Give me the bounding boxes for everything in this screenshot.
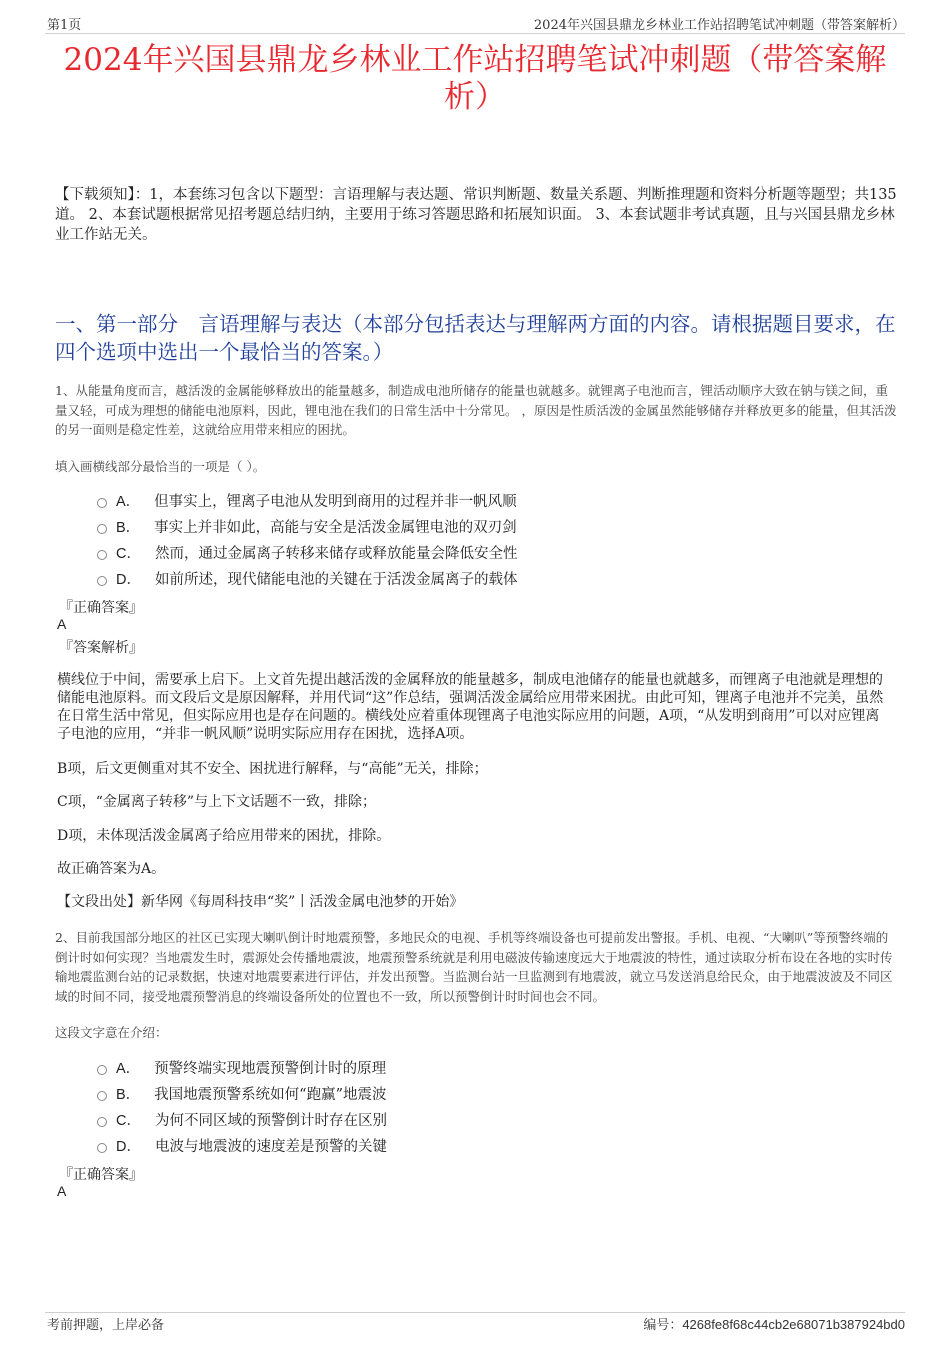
header-doc-title: 2024年兴国县鼎龙乡林业工作站招聘笔试冲刺题（带答案解析）	[533, 18, 905, 33]
option-letter: D．	[116, 571, 141, 588]
option-text: 电波与地震波的速度差是预警的关键	[154, 1138, 387, 1155]
radio-icon[interactable]	[97, 498, 107, 508]
option-text: 然而，通过金属离子转移来储存或释放能量会降低安全性	[154, 545, 518, 562]
question-2-option-a[interactable]	[97, 1057, 386, 1077]
header-divider	[45, 33, 905, 34]
footer-code	[643, 1314, 905, 1333]
option-letter: C．	[116, 1112, 141, 1129]
question-2-option-d[interactable]	[97, 1135, 387, 1155]
option-text: 事实上并非如此，高能与安全是活泼金属锂电池的双刃剑	[154, 519, 517, 536]
question-2-option-b[interactable]	[97, 1083, 387, 1103]
analysis-paragraph: C项，“金属离子转移”与上下文话题不一致，排除；	[57, 794, 377, 810]
download-notice: 【下载须知】：1，本套练习包含以下题型：言语理解与表达题、常识判断题、数量关系题、判断推理题和资料分析题等题型；共135道。 2、本套试题根据常见招考题总结归纳，主要用于练习答题思路和拓展知识面。 3、本套试题非考试真题，且与兴国县鼎龙乡林业工作站无关。	[55, 187, 897, 243]
question-1-answer: A	[57, 616, 67, 632]
analysis-paragraph: B项，后文更侧重对其不安全、困扰进行解释，与“高能”无关，排除；	[57, 761, 488, 777]
footer-divider	[45, 1312, 905, 1313]
page-title: 2024年兴国县鼎龙乡林业工作站招聘笔试冲刺题（带答案解析）	[63, 42, 887, 115]
question-1-option-a[interactable]	[97, 490, 517, 510]
option-text: 为何不同区域的预警倒计时存在区别	[154, 1112, 387, 1129]
section-heading: 一、第一部分 言语理解与表达（本部分包括表达与理解两方面的内容。请根据题目要求，在四个选项中选出一个最恰当的答案。）	[55, 312, 896, 364]
question-2-option-c[interactable]	[97, 1109, 387, 1129]
option-text: 预警终端实现地震预警倒计时的原理	[154, 1060, 387, 1077]
radio-icon[interactable]	[97, 1143, 107, 1153]
radio-icon[interactable]	[97, 576, 107, 586]
question-1-answer-label: 『正确答案』	[59, 600, 143, 616]
option-letter: B．	[116, 519, 141, 536]
question-2-prompt: 这段文字意在介绍：	[55, 1025, 168, 1040]
option-text: 但事实上，锂离子电池从发明到商用的过程并非一帆风顺	[154, 493, 517, 510]
radio-icon[interactable]	[97, 550, 107, 560]
question-2-text: 2、目前我国部分地区的社区已实现大喇叭倒计时地震预警，多地民众的电视、手机等终端设备也可提前发出警报。手机、电视、“大喇叭”等预警终端的倒计时如何实现？当地震发生时，震源处会传播地震波，地震预警系统就是利用电磁波传输速度远大于地震波的特性，通过读取分析布设在各地的实时传输地震监测台站的记录数据，快速对地震要素进行评估，并发出预警。当监测台站一旦监测到有地震波，就立马发送消息给民众，由于地震波波及不同区域的时间不同，接受地震预警消息的终端设备所处的位置也不一致，所以预警倒计时时间也会不同。	[55, 930, 893, 1004]
question-1-option-c[interactable]	[97, 542, 517, 562]
radio-icon[interactable]	[97, 1065, 107, 1075]
radio-icon[interactable]	[97, 524, 107, 534]
analysis-paragraph: 故正确答案为A。	[57, 861, 166, 877]
question-1-option-d[interactable]	[97, 568, 517, 588]
source-citation: 【文段出处】新华网《每周科技串“奖”丨活泼金属电池梦的开始》	[57, 894, 464, 910]
question-1-text: 1、从能量角度而言，越活泼的金属能够释放出的能量越多，制造成电池所储存的能量也就越多。就锂离子电池而言，锂活动顺序大致在钠与镁之间，重量又轻，可成为理想的储能电池原料，因此，锂电池在我们的日常生活中十分常见。 ，原因是性质活泼的金属虽然能够储存并释放更多的能量，但其活泼的另一面则是稳定性差，这就给应用带来相应的困扰。	[55, 383, 897, 437]
code-value: 4268fe8f68c44cb2e68071b387924bd0	[682, 1317, 905, 1332]
radio-icon[interactable]	[97, 1091, 107, 1101]
option-letter: D．	[116, 1138, 141, 1155]
radio-icon[interactable]	[97, 1117, 107, 1127]
option-text: 如前所述，现代储能电池的关键在于活泼金属离子的载体	[154, 571, 518, 588]
analysis-paragraph: 横线位于中间，需要承上启下。上文首先提出越活泼的金属释放的能量越多，制成电池储存的能量也就越多，而锂离子电池就是理想的储能电池原料。而文段后文是原因解释，并用代词“这”作总结，强调活泼金属给应用带来困扰。由此可知，锂离子电池并不完美，虽然在日常生活中常见，但实际应用也是存在问题的。横线处应着重体现锂离子电池实际应用的问题，A项，“从发明到商用”可以对应锂离子电池的应用，“并非一帆风顺”说明实际应用存在困扰，选择A项。	[57, 672, 884, 742]
question-1-analysis-label: 『答案解析』	[59, 640, 143, 656]
question-1-option-b[interactable]	[97, 516, 517, 536]
option-text: 我国地震预警系统如何“跑赢”地震波	[154, 1086, 387, 1103]
option-letter: C．	[116, 545, 141, 562]
option-letter: B．	[116, 1086, 141, 1103]
footer-slogan: 考前押题，上岸必备	[47, 1318, 165, 1333]
option-letter: A．	[116, 493, 141, 510]
question-1-prompt: 填入画横线部分最恰当的一项是（ ）。	[55, 459, 266, 474]
analysis-paragraph: D项，未体现活泼金属离子给应用带来的困扰，排除。	[57, 828, 391, 844]
question-2-answer: A	[57, 1183, 67, 1199]
option-letter: A．	[116, 1060, 141, 1077]
question-2-answer-label: 『正确答案』	[59, 1167, 143, 1183]
page-number: 第1页	[47, 18, 82, 33]
code-label: 编号：	[643, 1318, 683, 1333]
